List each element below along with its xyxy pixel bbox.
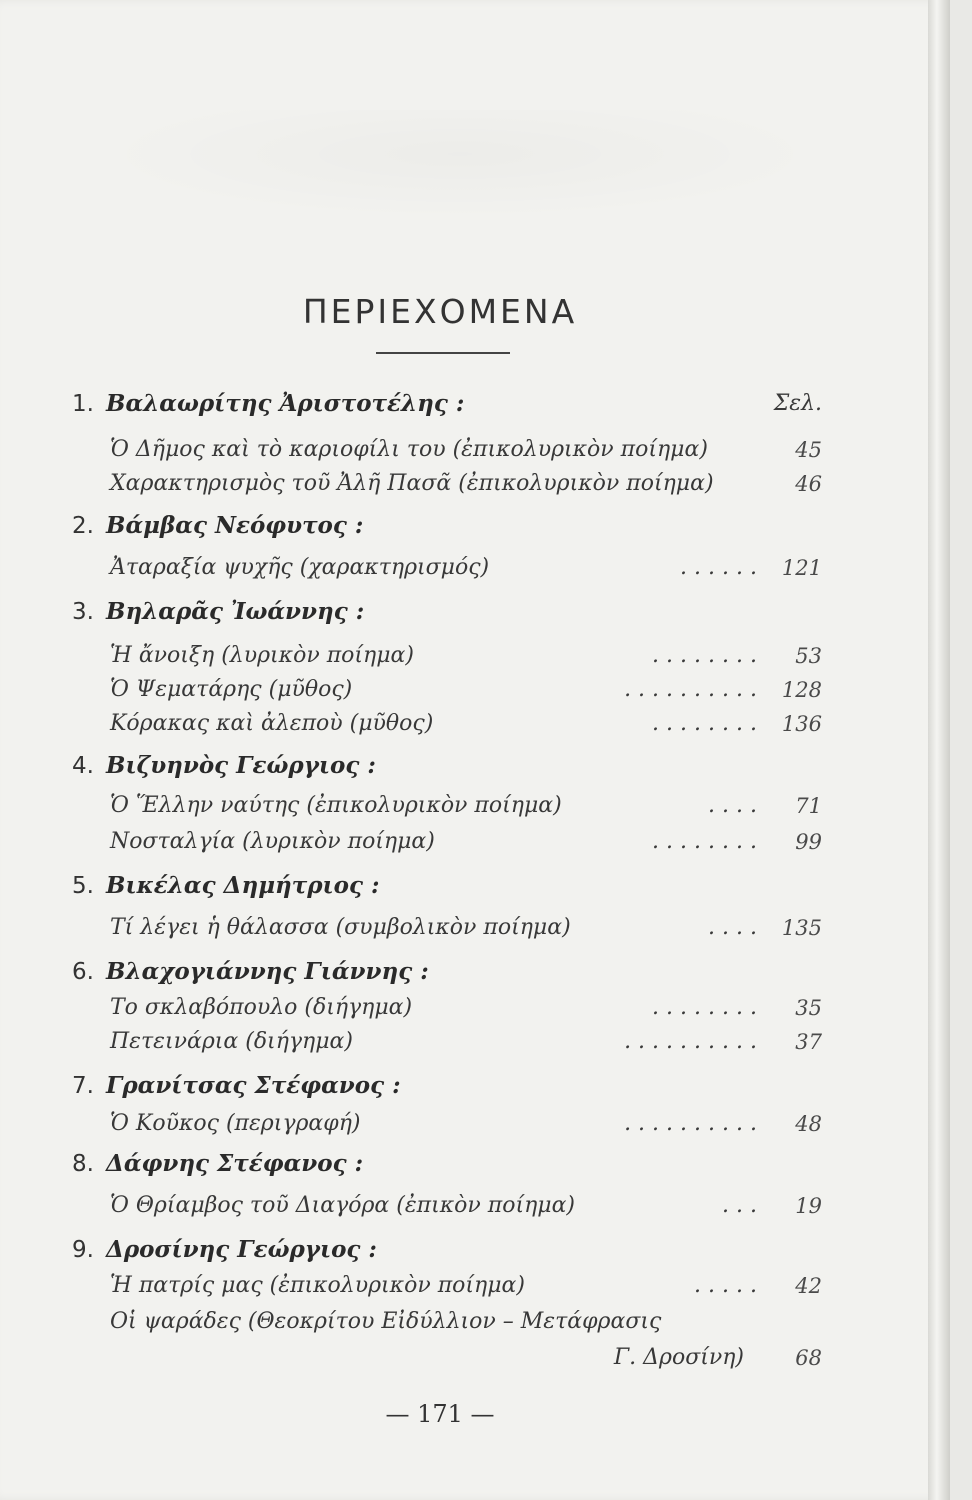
- author-row: [0, 386, 950, 422]
- author-row: [0, 1232, 950, 1268]
- leader-dots: ...: [722, 1193, 764, 1218]
- toc-entry: [0, 1106, 950, 1142]
- author-number: 9.: [72, 1237, 94, 1263]
- page-number: 37: [795, 1030, 822, 1054]
- author-row: [0, 508, 950, 544]
- author-row: [0, 1146, 950, 1182]
- toc-entry: [0, 432, 950, 468]
- author-number: 4.: [72, 753, 94, 779]
- page-number: 19: [795, 1194, 822, 1218]
- work-title: Ὁ Κοῦκος (περιγραφή): [110, 1111, 361, 1136]
- author-row: [0, 594, 950, 630]
- author-name: Δροσίνης Γεώργιος :: [106, 1236, 377, 1263]
- work-title: Χαρακτηρισμὸς τοῦ Ἀλῆ Πασᾶ (ἐπικολυρικὸν ποίημα): [110, 471, 714, 496]
- toc-entry: [0, 672, 950, 708]
- page-number: 42: [795, 1274, 822, 1298]
- leader-dots: ..........: [624, 1029, 764, 1054]
- leader-dots: .....: [694, 1273, 764, 1298]
- author-row: [0, 1068, 950, 1104]
- author-name: Βικέλας Δημήτριος :: [106, 872, 380, 899]
- work-title: Ὁ Θρίαμβος τοῦ Διαγόρα (ἐπικὸν ποίημα): [110, 1193, 576, 1218]
- toc-entry: [0, 824, 950, 860]
- page-number: 46: [795, 472, 822, 496]
- page-number: 128: [781, 678, 822, 702]
- author-number: 1.: [72, 391, 94, 417]
- toc-entry: [0, 788, 950, 824]
- page-number: 53: [795, 644, 822, 668]
- page-column-label: Σελ.: [773, 391, 822, 416]
- toc-entry: [0, 466, 950, 502]
- author-name: Βηλαρᾶς Ἰωάννης :: [106, 598, 365, 625]
- author-name: Δάφνης Στέφανος :: [106, 1150, 364, 1177]
- work-title: Κόρακας καὶ ἀλεποὺ (μῦθος): [110, 711, 434, 736]
- title-rule: [376, 352, 510, 354]
- author-number: 2.: [72, 513, 94, 539]
- author-number: 5.: [72, 873, 94, 899]
- page-number: 71: [795, 794, 822, 818]
- page-number: 48: [795, 1112, 822, 1136]
- leader-dots: ....: [708, 793, 764, 818]
- toc-entry: [0, 1188, 950, 1224]
- leader-dots: ........: [652, 829, 764, 854]
- show-through-text: [90, 110, 830, 220]
- work-title: Ἀταραξία ψυχῆς (χαρακτηρισμός): [110, 555, 490, 580]
- page-number: 45: [795, 438, 822, 462]
- author-number: 3.: [72, 599, 94, 625]
- author-row: [0, 748, 950, 784]
- page-number: 99: [795, 830, 822, 854]
- leader-dots: ........: [652, 711, 764, 736]
- work-title: Τί λέγει ἡ θάλασσα (συμβολικὸν ποίημα): [110, 915, 571, 940]
- toc-entry: [0, 1024, 950, 1060]
- leader-dots: ..........: [624, 1111, 764, 1136]
- leader-dots: ........: [652, 995, 764, 1020]
- author-row: [0, 868, 950, 904]
- author-name: Βάμβας Νεόφυτος :: [106, 512, 364, 539]
- translator-credit: Γ. Δροσίνη): [613, 1345, 744, 1370]
- author-number: 8.: [72, 1151, 94, 1177]
- author-name: Βιζυηνὸς Γεώργιος :: [106, 752, 376, 779]
- work-title: Ἡ ἄνοιξη (λυρικὸν ποίημα): [110, 643, 414, 668]
- work-title: Το σκλαβόπουλο (διήγημα): [110, 995, 413, 1020]
- folio-page-number: — 171 —: [385, 1400, 495, 1428]
- author-name: Βλαχογιάννης Γιάννης :: [106, 958, 429, 985]
- toc-entry: [0, 990, 950, 1026]
- toc-entry: [0, 638, 950, 674]
- work-title: Πετεινάρια (διήγημα): [110, 1029, 353, 1054]
- page-title: ΠΕΡΙΕΧΟΜΕΝΑ: [302, 292, 578, 331]
- page-number: 135: [781, 916, 822, 940]
- leader-dots: ....: [708, 915, 764, 940]
- work-title: Ἡ πατρίς μας (ἐπικολυρικὸν ποίημα): [110, 1273, 525, 1298]
- toc-entry-continuation: [0, 1340, 950, 1376]
- leader-dots: ........: [652, 643, 764, 668]
- work-title: Ὁ Δῆμος καὶ τὸ καριοφίλι του (ἐπικολυρικὸν ποίημα): [110, 437, 708, 462]
- author-number: 6.: [72, 959, 94, 985]
- page-number: 136: [781, 712, 822, 736]
- author-row: [0, 954, 950, 990]
- leader-dots: ..........: [624, 677, 764, 702]
- toc-entry: [0, 1304, 950, 1340]
- toc-entry: [0, 706, 950, 742]
- toc-entry: [0, 550, 950, 586]
- leader-dots: ......: [680, 555, 764, 580]
- author-number: 7.: [72, 1073, 94, 1099]
- author-name: Βαλαωρίτης Ἀριστοτέλης :: [106, 390, 465, 417]
- page-number: 35: [795, 996, 822, 1020]
- toc-entry: [0, 910, 950, 946]
- work-title: Νοσταλγία (λυρικὸν ποίημα): [110, 829, 435, 854]
- author-name: Γρανίτσας Στέφανος :: [106, 1072, 401, 1099]
- work-title: Ὁ Ψεματάρης (μῦθος): [110, 677, 353, 702]
- work-title: Ὁ Ἕλλην ναύτης (ἐπικολυρικὸν ποίημα): [110, 793, 562, 818]
- page-number: 121: [781, 556, 822, 580]
- toc-entry: [0, 1268, 950, 1304]
- work-title: Οἱ ψαράδες (Θεοκρίτου Εἰδύλλιον – Μετάφρασις: [110, 1309, 662, 1334]
- page-number: 68: [795, 1346, 822, 1370]
